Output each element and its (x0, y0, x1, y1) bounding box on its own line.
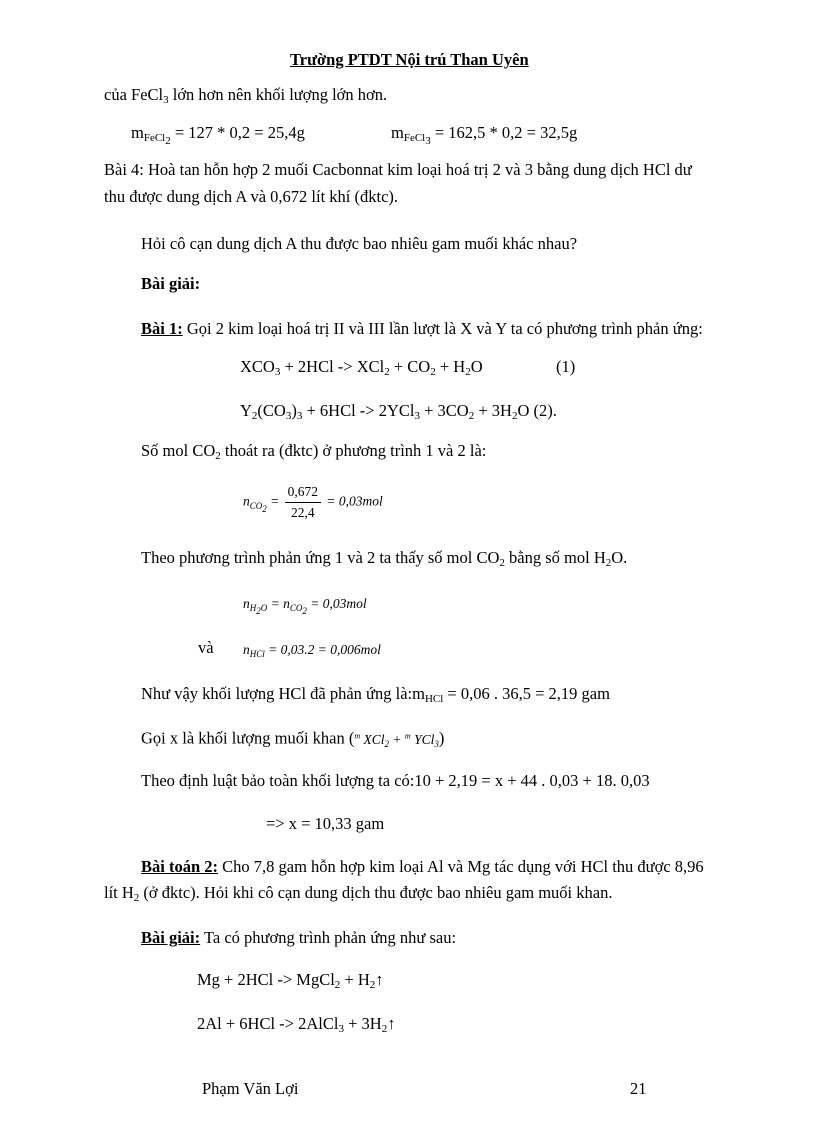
fraction-formula: $n_{CO_2}$ = $\frac{0,672}{22,4}$ = 0,03mol (243, 484, 383, 520)
text-line: Như vậy khối lượng HCl đã phản ứng $là:m_{HCl} = 0,06$ . 36,5 = 2,19 gam (141, 684, 610, 705)
equation-al: 2Al + 6HCl -> 2AlCl$_3$ + $3H_2↑$ (197, 1014, 396, 1035)
text-line: Số mol $CO_2$ thoát ra (đktc) ở phương trình 1 và 2 là: (141, 441, 487, 462)
text-line: lít $H_2$ (ở đktc). Hỏi khi cô cạn dung dịch thu được bao nhiêu gam muối khan. (104, 883, 613, 904)
page-header: Trường PTDT Nội trú Than Uyên (290, 50, 529, 69)
formula-nhcl: $n_{HCl} = 0,03.2 = 0,006mol$ (243, 642, 381, 659)
text-line: Bài giải: Ta có phương trình phản ứng như sau: (141, 928, 457, 947)
equation-mg: Mg + 2HCl -> MgCl$_2$ + $H_2↑$ (197, 970, 384, 991)
question: Hỏi cô cạn dung dịch A thu được bao nhiêu gam muối khác nhau? (141, 234, 578, 253)
formula-nh2o: $n_{H_2O} = n_{CO_2} = 0,03mol$ (243, 596, 367, 616)
text-line: Bài 1: Gọi 2 kim loại hoá trị II và III lần lượt là X và Y ta có phương trình phản ứng: (141, 319, 703, 338)
text-line: Bài toán 2: Cho 7,8 gam hỗn hợp kim loại Al và Mg tác dụng với HCl thu được 8,96 (141, 857, 704, 876)
formula-fecl3: $m_{FeCl_3} = 162,5 * 0,2 = 32,5g$ (391, 123, 578, 147)
result: => x = 10,33 gam (266, 814, 385, 833)
page-number: 21 (630, 1079, 647, 1098)
conjunction: và (198, 638, 214, 657)
text-line: của FeCl$_3$ lớn hơn nên khối lượng lớn hơn. (104, 85, 388, 106)
text-line: thu được dung dịch A và 0,672 lít khí (đktc). (104, 187, 399, 206)
text-line: Theo phương trình phản ứng 1 và 2 ta thấy số mol $CO_2$ bằng số mol $H_2O$. (141, 548, 628, 569)
text-line: Bài 4: Hoà tan hỗn hợp 2 muối Cacbonnat kim loại hoá trị 2 và 3 bằng dung dịch HCl dư (104, 160, 692, 179)
fraction: $\frac{0,672}{22,4}$ (285, 483, 321, 522)
solution-title: Bài giải: (141, 274, 201, 293)
text-line: Theo định luật bảo toàn khối lượng ta có:10 + 2,19 = x + 44 . 0,03 + 18. 0,03 (141, 771, 650, 790)
equation-1: $XCO_3 + 2HCl -> XCl_2 + CO_2 + H_2O$ (240, 357, 483, 378)
equation-2: $Y_2(CO_3)_3 + 6HCl -> 2YCl_3 + 3CO_2 + 3H_2O$ (2). (240, 401, 557, 422)
footer-author: Phạm Văn Lợi (202, 1079, 299, 1098)
text-line: Gọi x là khối lượng muối khan ($^m$ XCl$_2$ + $^m$ YCl$_3$) (141, 728, 445, 749)
equation-number: (1) (556, 357, 576, 376)
formula-fecl2: $m_{FeCl_2} = 127 * 0,2 = 25,4g$ (131, 123, 305, 147)
